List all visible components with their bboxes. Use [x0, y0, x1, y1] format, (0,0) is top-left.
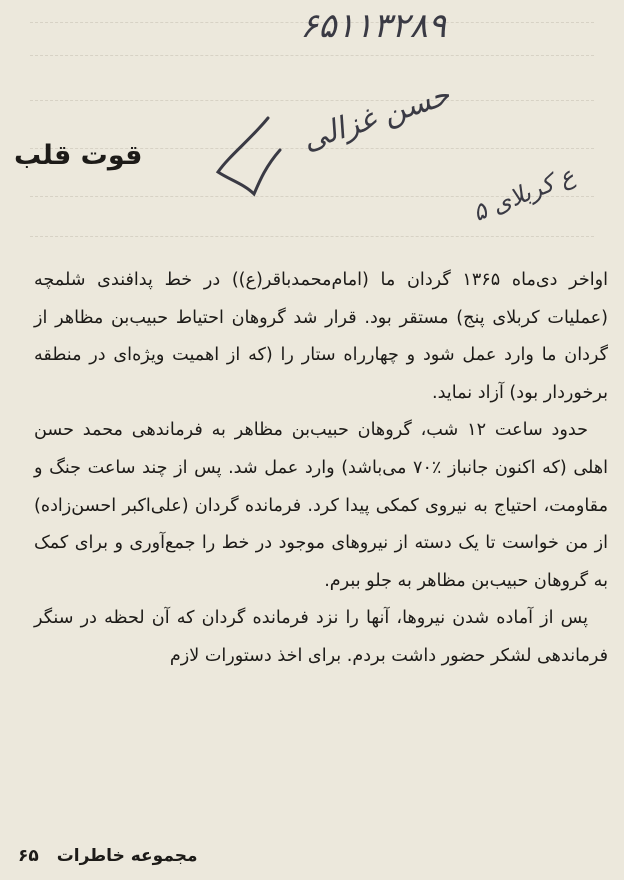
page-footer	[18, 846, 198, 866]
handwritten-archive-number: ۶۵۱۱۳۲۸۹	[300, 6, 447, 46]
paragraph: اواخر دی‌ماه ۱۳۶۵ گردان ما (امام‌محمدباقر(ع)) در خط پدافندی شلمچه (عملیات کربلای پنج) مستقر بود. قرار شد گروهان احتیاط حبیب‌بن مظاهر از گردان ما وارد عمل شود و چهارراه ستار را (که از اهمیت ویژه‌ای در منطقه برخوردار بود) آزاد نماید.	[34, 270, 609, 403]
chapter-title-text: قوت قلب	[14, 140, 143, 171]
chapter-title	[14, 140, 142, 171]
page-number: ۶۵	[18, 846, 39, 866]
body-text	[34, 262, 608, 676]
handwritten-mark-icon	[210, 110, 290, 200]
handwritten-name: حسن غزالی	[298, 77, 455, 158]
bleed-line	[30, 236, 594, 239]
paragraph: حدود ساعت ۱۲ شب، گروهان حبیب‌بن مظاهر به فرماندهی محمد حسن اهلی (که اکنون جانباز ٪۷۰ می‌باشد) وارد عمل شد. پس از چند ساعت جنگ و مقاومت، احتیاج به نیروی کمکی پیدا کرد. فرمانده گردان (علی‌اکبر احسن‌زاده) از من خواست تا یک دسته از نیروهای موجود در خط را جمع‌آوری و برای کمک به گروهان حبیب‌بن مظاهر به جلو ببرم.	[34, 420, 609, 591]
book-title: مجموعه خاطرات	[56, 846, 198, 866]
paragraph: پس از آماده شدن نیروها، آنها را نزد فرمانده گردان که آن لحظه در سنگر فرماندهی لشکر حضور داشت بردم. برای اخذ دستورات لازم	[34, 608, 608, 666]
bleed-line	[30, 55, 594, 58]
handwritten-operation: ع کربلای ۵	[468, 160, 579, 228]
bleed-line	[30, 100, 594, 103]
